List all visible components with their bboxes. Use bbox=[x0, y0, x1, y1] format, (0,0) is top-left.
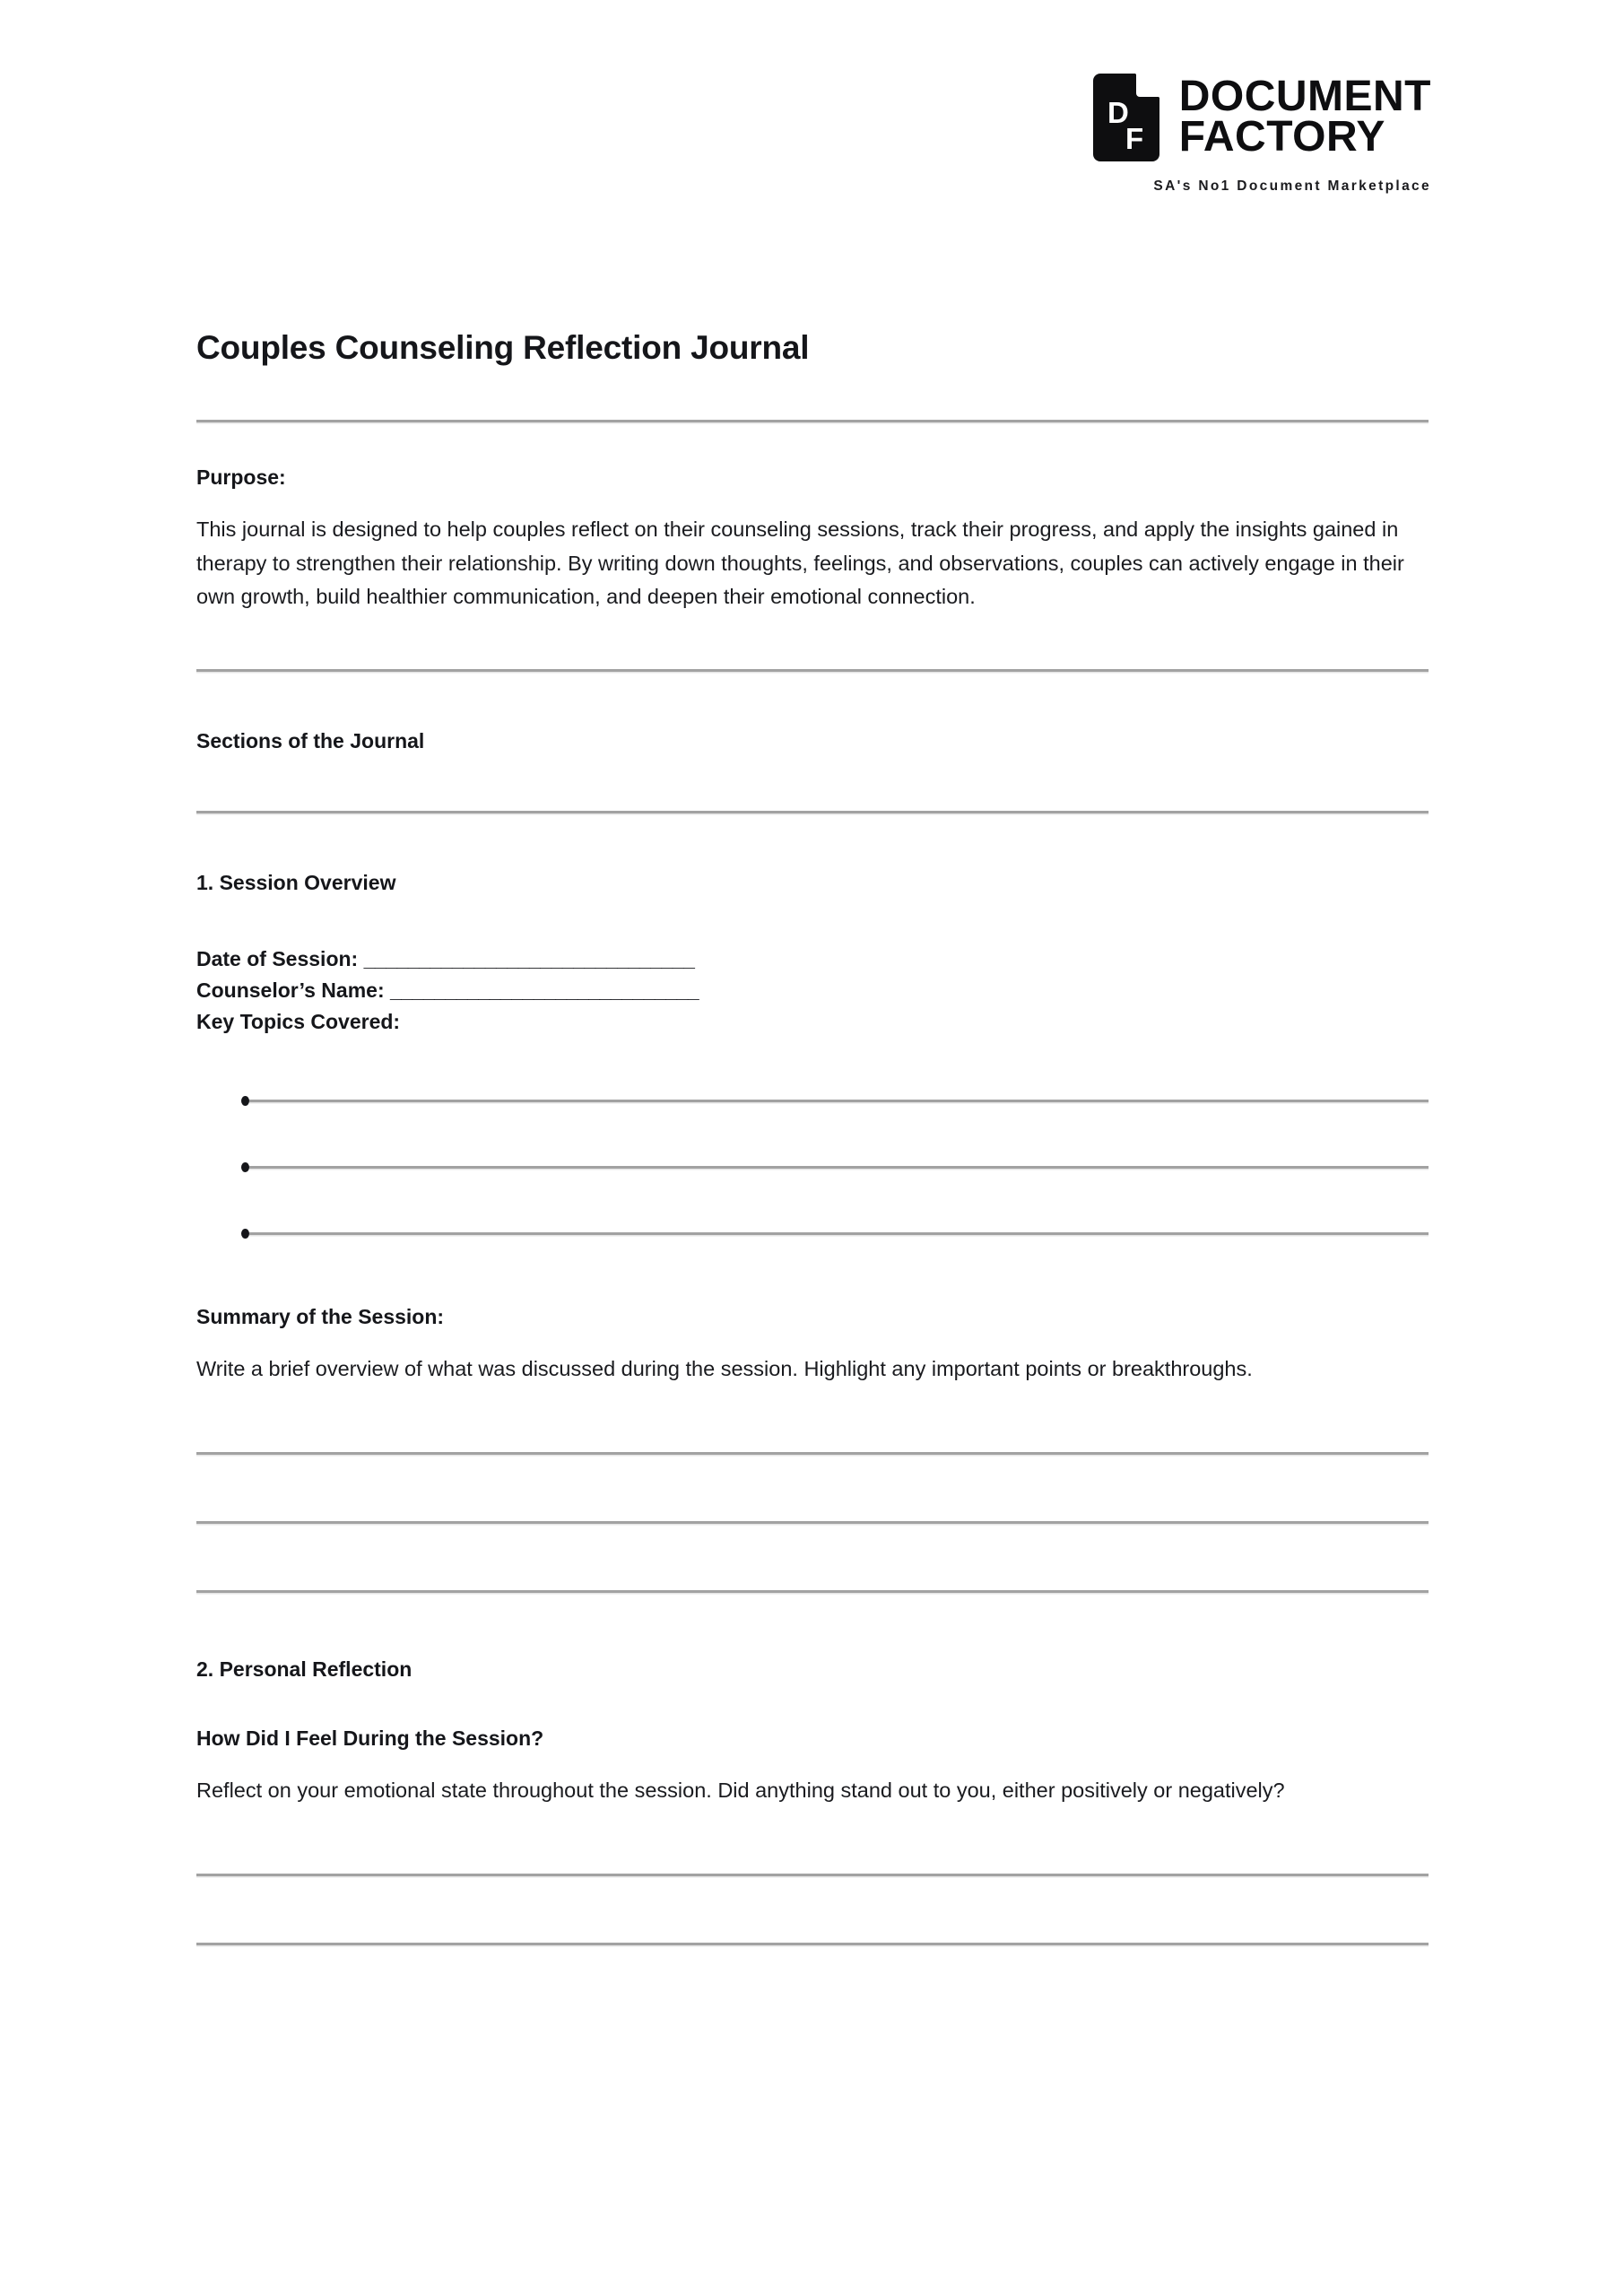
bullet-icon bbox=[196, 1162, 249, 1172]
counselor-name-field[interactable] bbox=[196, 975, 1429, 1006]
brand-name-line2: FACTORY bbox=[1178, 113, 1385, 161]
brand-header bbox=[1093, 74, 1431, 195]
brand-tagline: SA's No1 Document Marketplace bbox=[1153, 178, 1431, 194]
counselor-name-blank[interactable]: ____________________________ bbox=[390, 978, 699, 1002]
page-title: Couples Counseling Reflection Journal bbox=[196, 329, 810, 366]
section2-question: How Did I Feel During the Session? bbox=[196, 1726, 544, 1750]
key-topic-write-line[interactable] bbox=[249, 1232, 1429, 1235]
key-topics-list bbox=[196, 1068, 1429, 1267]
sections-heading: Sections of the Journal bbox=[196, 728, 425, 752]
brand-wordmark bbox=[1178, 73, 1431, 161]
brand-name-line1: DOCUMENT bbox=[1178, 73, 1431, 121]
document-content bbox=[196, 328, 1429, 1945]
document-factory-icon bbox=[1093, 74, 1159, 161]
summary-prompt-text: Write a brief overview of what was discussed during the session. Highlight any important points or breakthroughs. bbox=[196, 1356, 1253, 1380]
key-topics-label: Key Topics Covered: bbox=[196, 1009, 401, 1033]
reflection-write-line[interactable] bbox=[196, 1943, 1429, 1945]
summary-label: Summary of the Session: bbox=[196, 1304, 445, 1328]
icon-letter-d: D bbox=[1107, 96, 1129, 129]
section1-heading: 1. Session Overview bbox=[196, 870, 396, 894]
brand-logo bbox=[1093, 74, 1431, 161]
list-item[interactable] bbox=[196, 1135, 1429, 1201]
key-topic-write-line[interactable] bbox=[249, 1166, 1429, 1169]
purpose-text: This journal is designed to help couples reflect on their counseling sessions, track their progress, and apply the insights gained in therapy to strengthen their relationship. By writing down thoughts, feelings, and observations, couples can actively engage in their own growth, build healthier communication, and deepen their emotional connection. bbox=[196, 517, 1404, 608]
bullet-icon bbox=[196, 1096, 249, 1106]
section2-prompt-text: Reflect on your emotional state throughout the session. Did anything stand out to you, either positively or negatively? bbox=[196, 1779, 1285, 1803]
list-item[interactable] bbox=[196, 1068, 1429, 1135]
date-of-session-field[interactable] bbox=[196, 944, 1429, 975]
list-item[interactable] bbox=[196, 1201, 1429, 1267]
date-of-session-label: Date of Session: bbox=[196, 946, 359, 970]
date-of-session-blank[interactable]: ______________________________ bbox=[363, 946, 695, 970]
icon-letter-f: F bbox=[1125, 122, 1143, 155]
key-topic-write-line[interactable] bbox=[249, 1100, 1429, 1102]
section2-heading: 2. Personal Reflection bbox=[196, 1657, 413, 1681]
bullet-icon bbox=[196, 1229, 249, 1239]
purpose-heading: Purpose: bbox=[196, 465, 286, 490]
counselor-name-label: Counselor’s Name: bbox=[196, 978, 385, 1002]
